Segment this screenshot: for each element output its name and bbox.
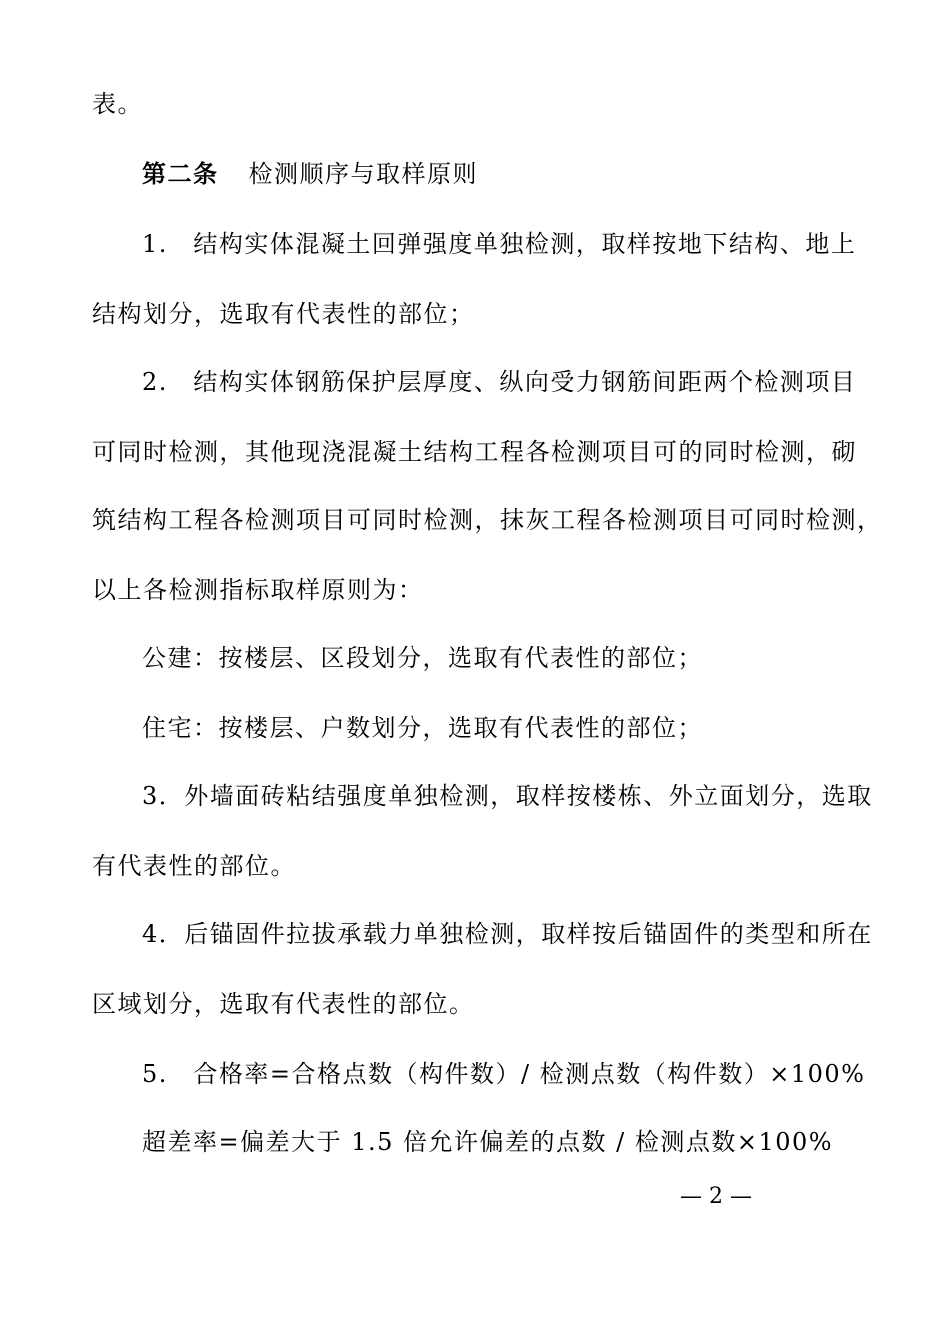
text-line-4: 结构划分，选取有代表性的部位； [92, 300, 475, 328]
text-line-10: 住宅：按楼层、户数划分，选取有代表性的部位； [142, 714, 703, 742]
page-number: — 2 — [680, 1184, 752, 1209]
text-line-5: 2. 结构实体钢筋保护层厚度、纵向受力钢筋间距两个检测项目 [142, 368, 857, 396]
text-line-9: 公建：按楼层、区段划分，选取有代表性的部位； [142, 644, 703, 672]
article-title: 检测顺序与取样原则 [248, 160, 478, 188]
text-line-14: 区域划分，选取有代表性的部位。 [92, 990, 475, 1018]
text-line-6: 可同时检测，其他现浇混凝土结构工程各检测项目可的同时检测，砌 [92, 438, 857, 466]
article-number: 第二条 [142, 160, 219, 188]
text-line-8: 以上各检测指标取样原则为： [92, 576, 424, 604]
formula-pass-rate: 5. 合格率=合格点数（构件数）/ 检测点数（构件数）×100% [142, 1060, 866, 1088]
text-line-7: 筑结构工程各检测项目可同时检测，抹灰工程各检测项目可同时检测， [92, 506, 883, 534]
text-line-11: 3．外墙面砖粘结强度单独检测，取样按楼栋、外立面划分，选取 [142, 782, 873, 810]
text-line-3: 1. 结构实体混凝土回弹强度单独检测，取样按地下结构、地上 [142, 230, 857, 258]
text-line-12: 有代表性的部位。 [92, 852, 296, 880]
text-line-13: 4．后锚固件拉拔承载力单独检测，取样按后锚固件的类型和所在 [142, 920, 873, 948]
text-line-1: 表。 [92, 90, 143, 118]
formula-exceed-rate: 超差率=偏差大于 1.5 倍允许偏差的点数 / 检测点数×100% [142, 1128, 834, 1156]
article-heading [142, 158, 478, 190]
